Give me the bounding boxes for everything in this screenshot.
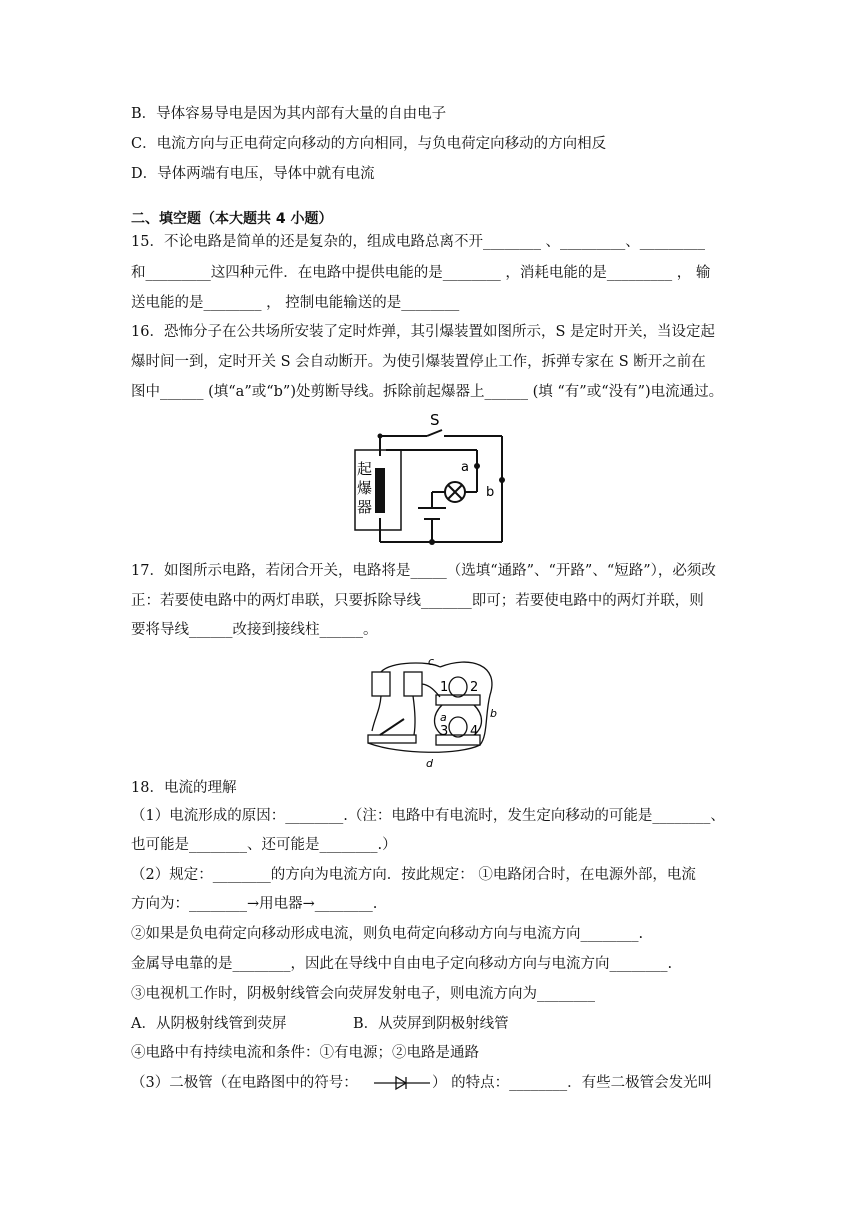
detonator-label-2: 爆 <box>357 479 373 497</box>
wire-d-label: d <box>426 757 433 770</box>
detonator-label-3: 器 <box>357 498 373 516</box>
option-b: B．导体容易导电是因为其内部有大量的自由电子 <box>131 106 447 122</box>
q18-1-line1: （1）电流形成的原因：________.（注：电路中有电流时，发生定向移动的可能是________、 <box>131 808 725 824</box>
q17-line1: 17．如图所示电路，若闭合开关，电路将是_____（选填“通路”、“开路”、“短路”），必须改 <box>131 563 716 579</box>
q16-line3: 图中______ (填“a”或“b”)处剪断导线。拆除前起爆器上______ (填 “有”或“没有”)电流通过。 <box>131 384 724 400</box>
option-c: C．电流方向与正电荷定向移动的方向相同，与负电荷定向移动的方向相反 <box>131 136 607 152</box>
diode-symbol-icon <box>372 1073 432 1093</box>
wire-a-label-17: a <box>440 711 447 724</box>
q18-2-line6: ④电路中有持续电流和条件：①有电源；②电路是通路 <box>131 1045 479 1061</box>
q16-line2: 爆时间一到，定时开关 S 会自动断开。为使引爆装置停止工作，拆弹专家在 S 断开之前在 <box>131 354 706 370</box>
q18-2-line1: （2）规定：________的方向为电流方向．按此规定： ①电路闭合时，在电源外部，电流 <box>131 867 696 883</box>
q18-2-line4: 金属导电靠的是________，因此在导线中自由电子定向移动方向与电流方向________. <box>131 956 673 972</box>
two-lamp-circuit-figure <box>360 655 520 770</box>
q18-option-a: A．从阴极射线管到荧屏 <box>131 1016 287 1032</box>
terminal-4: 4 <box>470 724 479 739</box>
q15-line2: 和_________这四种元件．在电路中提供电能的是________ ，消耗电能的是_________ ， 输 <box>131 265 711 281</box>
q18-3-line1-part2: ） 的特点：________．有些二极管会发光叫 <box>432 1075 713 1091</box>
q18-2-line3: ②如果是负电荷定向移动形成电流，则负电荷定向移动方向与电流方向________. <box>131 926 644 942</box>
q15-line3: 送电能的是________ ， 控制电能输送的是________ <box>131 295 460 311</box>
q17-line3: 要将导线______改接到接线柱______。 <box>131 622 378 638</box>
terminal-1: 1 <box>440 680 449 695</box>
section-heading: 二、填空题（本大题共 4 小题） <box>131 211 333 227</box>
wire-a-label: a <box>461 460 469 475</box>
q17-line2: 正：若要使电路中的两灯串联，只要拆除导线_______即可；若要使电路中的两灯并联，则 <box>131 593 704 609</box>
q18-1-line2: 也可能是________、还可能是________.） <box>131 837 397 853</box>
q15-line1: 15．不论电路是简单的还是复杂的，组成电路总离不开________ 、_________、_________ <box>131 234 706 250</box>
detonator-circuit-figure <box>352 408 522 548</box>
detonator-label-1: 起 <box>357 460 373 478</box>
q18-3-line1-part1: （3）二极管（在电路图中的符号： <box>131 1075 358 1091</box>
wire-b-label-17: b <box>490 707 497 720</box>
q18-2-line5: ③电视机工作时，阴极射线管会向荧屏发射电子，则电流方向为________ <box>131 986 595 1002</box>
q18-2-line2: 方向为：________→用电器→________. <box>131 896 378 912</box>
q18-option-b: B．从荧屏到阴极射线管 <box>353 1016 509 1032</box>
wire-c-label: c <box>428 655 435 668</box>
switch-label: S <box>430 411 440 429</box>
q18-title: 18．电流的理解 <box>131 780 237 796</box>
terminal-2: 2 <box>470 680 479 695</box>
option-d: D．导体两端有电压，导体中就有电流 <box>131 166 375 182</box>
q16-line1: 16．恐怖分子在公共场所安装了定时炸弹，其引爆装置如图所示，S 是定时开关，当设定起 <box>131 324 715 340</box>
wire-b-label: b <box>486 485 495 500</box>
terminal-3: 3 <box>440 724 449 739</box>
